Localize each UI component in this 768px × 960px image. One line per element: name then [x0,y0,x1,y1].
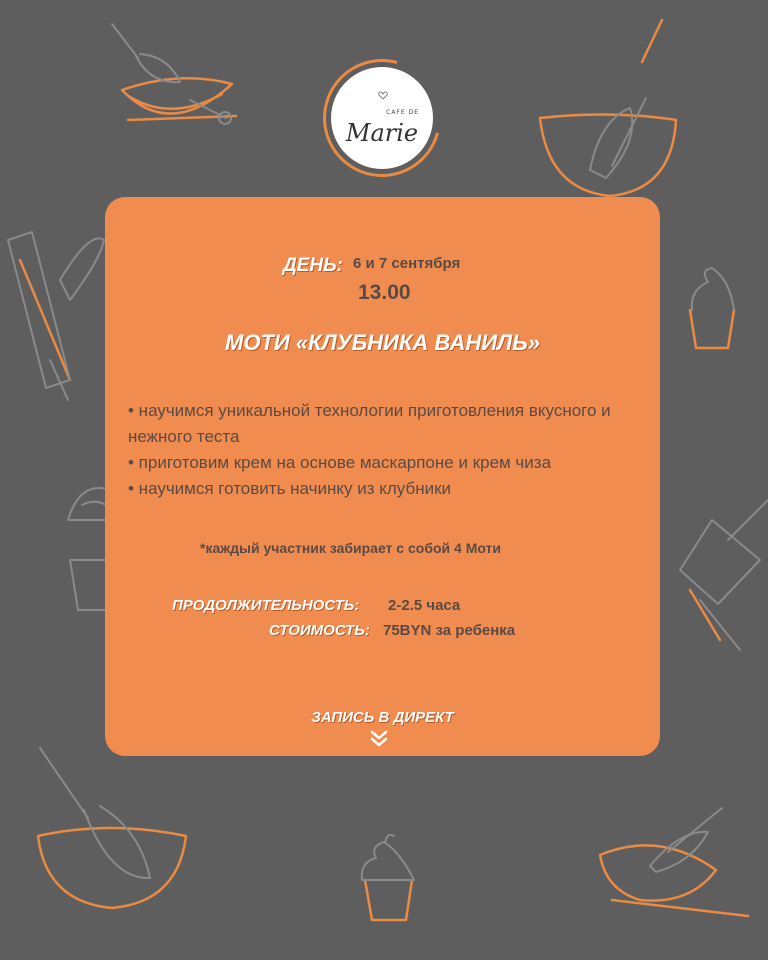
duration-value: 2-2.5 часа [388,597,461,614]
heart-icon [378,91,388,100]
event-dates: 6 и 7 сентября [353,255,461,272]
double-chevron-down-icon [369,730,389,748]
event-time: 13.00 [358,281,411,304]
list-item: • приготовим крем на основе маскарпоне и крем чиза [128,453,552,472]
logo-name: Marie [345,119,419,147]
cafe-logo [323,59,441,177]
duration-label: ПРОДОЛЖИТЕЛЬНОСТЬ: [172,597,360,614]
logo-disc [331,67,433,169]
price-value: 75BYN за ребенка [383,622,516,639]
list-item: • научимся готовить начинку из клубники [128,479,452,498]
price-label: СТОИМОСТЬ: [269,622,370,639]
logo-small-text: CAFE DE [386,109,419,116]
direct-booking-link[interactable]: ЗАПИСЬ В ДИРЕКТ [311,709,454,726]
participant-note: *каждый участник забирает с собой 4 Моти [200,540,502,556]
list-item: • научимся уникальной технологии приготовления вкусного и нежного теста [128,401,611,446]
feature-list [128,398,648,502]
event-title: МОТИ «КЛУБНИКА ВАНИЛЬ» [225,330,540,355]
day-label: ДЕНЬ: [283,255,343,276]
event-card [105,197,660,756]
